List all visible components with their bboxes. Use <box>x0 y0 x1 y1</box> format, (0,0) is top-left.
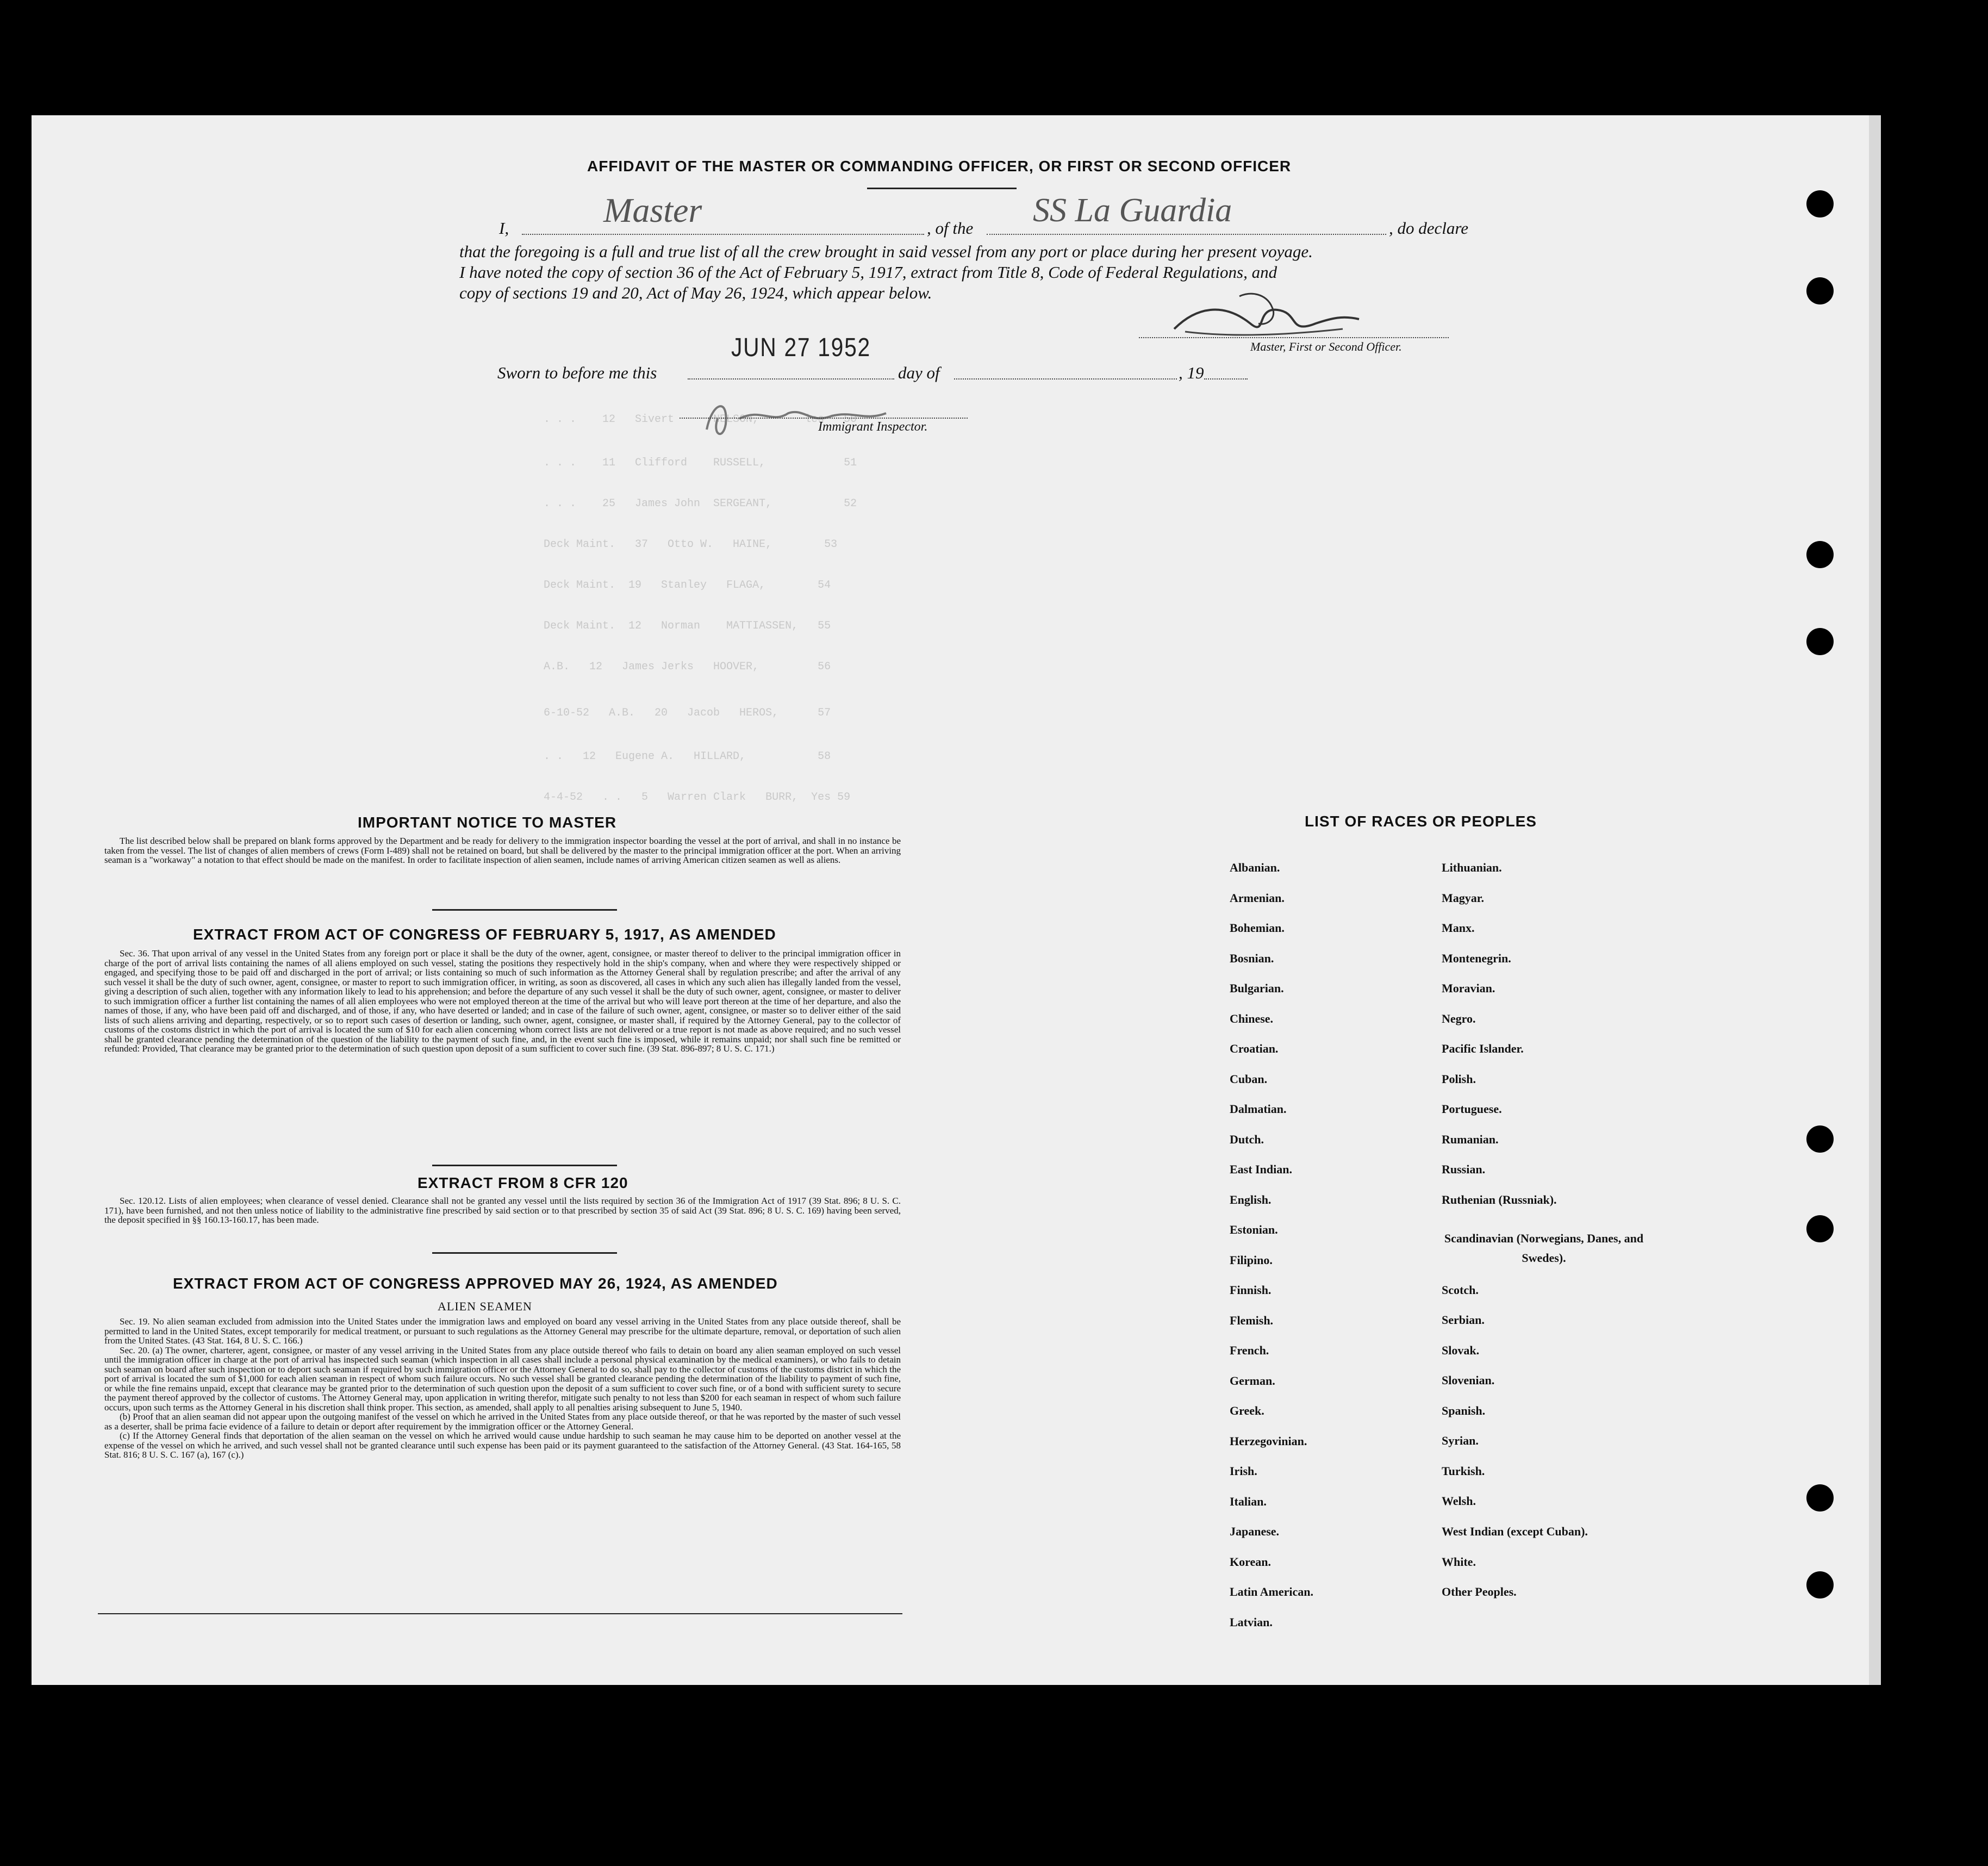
race-item: Albanian. <box>1230 861 1280 874</box>
race-item: Flemish. <box>1230 1313 1274 1327</box>
page-edge <box>1869 115 1881 1685</box>
race-item: Italian. <box>1230 1494 1267 1508</box>
race-item: German. <box>1230 1373 1275 1388</box>
sec20a-text: Sec. 20. (a) The owner, charterer, agent, consignee, or master of any vessel arriving in the United States from any place outside thereof who fails to detain on board any alien seaman employed on such vessel until the immigration officer in charge at the port of arrival has inspected such seaman (which inspection in all cases shall include a personal physical examination by the medical examiners), or who fails to detain such seaman on board after such inspection or to deport such seaman if required by such immigration officer or the Attorney General to do so, shall pay to the collector of customs of the customs district in which the port of arrival is located the sum of $1,000 for each alien seaman in respect of whom such failure occurs. No such vessel shall be granted clearance pending the determination of the liability to payment of such fine, or while the fine remains unpaid, except that clearance may be granted prior to the determination of such question upon the deposit of a sum sufficient to cover such fine, or of a bond with sufficient surety to secure the payment thereof approved by the collector of customs. The Attorney General may, upon application in writing therefor, mitigate such penalty to not less than $200 for each seaman in respect of whom such failure occurs, upon such terms as the Attorney General in his discretion shall think proper. This section, as amended, shall apply to all penalties arising subsequent to June 5, 1940. <box>104 1345 901 1413</box>
race-item: Other Peoples. <box>1442 1585 1517 1598</box>
vessel-handwritten: SS La Guardia <box>1033 192 1232 229</box>
race-item: Irish. <box>1230 1464 1257 1478</box>
race-item: French. <box>1230 1343 1269 1357</box>
race-item: Magyar. <box>1442 891 1485 905</box>
notice-title: IMPORTANT NOTICE TO MASTER <box>358 814 617 831</box>
race-item: Finnish. <box>1230 1283 1272 1297</box>
race-item: Slovak. <box>1442 1343 1480 1357</box>
date-stamp: JUN 27 1952 <box>731 333 871 362</box>
race-item: Filipino. <box>1230 1253 1273 1267</box>
race-item: Korean. <box>1230 1554 1271 1569</box>
day-of-label: day of <box>898 363 940 382</box>
signature-caption: Master, First or Second Officer. <box>1250 340 1402 353</box>
signature-line <box>1139 337 1449 338</box>
race-item: Welsh. <box>1442 1494 1476 1508</box>
race-item: Lithuanian. <box>1442 861 1502 874</box>
sec20c-text: (c) If the Attorney General finds that deportation of the alien seaman on the vessel on which he arrived would cause undue hardship to such seaman he may cause him to be deported on another vessel at the expense of the vessel on which he arrived, and such vessel shall not be granted clearance until such expense has been paid or its payment guaranteed to the satisfaction of the Attorney General. (43 Stat. 164-165, 58 Stat. 816; 8 U. S. C. 167 (a), 167 (c).) <box>104 1430 901 1460</box>
race-item: West Indian (except Cuban). <box>1442 1525 1588 1538</box>
punch-hole <box>1806 1215 1834 1242</box>
notice-body <box>104 836 901 865</box>
punch-hole <box>1806 1125 1834 1153</box>
rule-3 <box>432 1252 617 1254</box>
title-rule <box>867 188 1017 189</box>
year-line <box>1204 378 1248 380</box>
extract-1924-body <box>104 1317 901 1460</box>
affidavit-line-4: copy of sections 19 and 20, Act of May 26, 1924, which appear below. <box>459 283 932 302</box>
extract-1924-subtitle: ALIEN SEAMEN <box>438 1299 532 1313</box>
race-item: Scotch. <box>1442 1283 1479 1297</box>
extract-cfr-text: Sec. 120.12. Lists of alien employees; when clearance of vessel denied. Clearance shall not be granted any vessel until the lists required by section 36 of the Immigration Act of 1917 (39 Stat. 896; 8 U. S. C. 171), have been furnished, and not then unless notice of liability to the administrative fine prescribed by said section or to that prescribed by section 35 of said Act (39 Stat. 896; 8 U. S. C. 169) having been served, the deposit specified in §§ 160.13-160.17, has been made. <box>104 1196 901 1225</box>
sec19-text: Sec. 19. No alien seaman excluded from admission into the United States under the immigration laws and employed on board any vessel arriving in the United States from any place outside thereof, shall be permitted to land in the United States, except temporarily for medical treatment, or pursuant to such regulations as the Attorney General may prescribe for the ultimate departure, removal, or deportation of such alien from the United States. (43 Stat. 164, 8 U. S. C. 166.) <box>104 1316 901 1346</box>
race-item: Portuguese. <box>1442 1102 1502 1116</box>
race-item: Latin American. <box>1230 1585 1313 1598</box>
punch-hole <box>1806 1571 1834 1598</box>
race-item: Estonian. <box>1230 1223 1278 1236</box>
race-item: Chinese. <box>1230 1011 1274 1025</box>
race-item: Croatian. <box>1230 1042 1279 1055</box>
master-field-line <box>522 234 924 235</box>
race-item: Greek. <box>1230 1404 1264 1417</box>
vessel-field-line <box>987 234 1386 235</box>
master-signature <box>1163 285 1370 345</box>
punch-hole <box>1806 277 1834 304</box>
race-item: Latvian. <box>1230 1615 1273 1629</box>
sworn-label: Sworn to before me this <box>497 363 657 382</box>
do-declare-label: , do declare <box>1389 219 1469 238</box>
race-item: Syrian. <box>1442 1434 1479 1447</box>
race-item: Armenian. <box>1230 891 1285 905</box>
rule-2 <box>432 1165 617 1166</box>
punch-hole <box>1806 190 1834 217</box>
race-item: Scandinavian (Norwegians, Danes, and Swedes). <box>1444 1231 1644 1265</box>
extract-1924-title: EXTRACT FROM ACT OF CONGRESS APPROVED MAY 26, 1924, AS AMENDED <box>173 1275 778 1292</box>
race-item: Moravian. <box>1442 981 1495 995</box>
punch-hole <box>1806 628 1834 655</box>
race-item: Herzegovinian. <box>1230 1434 1307 1448</box>
inspector-caption: Immigrant Inspector. <box>818 420 928 434</box>
race-item: Dalmatian. <box>1230 1102 1287 1116</box>
punch-hole <box>1806 1484 1834 1512</box>
sworn-day-line <box>688 378 894 380</box>
race-item: Montenegrin. <box>1442 951 1511 965</box>
race-item: Bulgarian. <box>1230 981 1284 995</box>
race-item: Rumanian. <box>1442 1133 1499 1146</box>
race-item: Pacific Islander. <box>1442 1042 1524 1055</box>
extract-1917-title: EXTRACT FROM ACT OF CONGRESS OF FEBRUARY 5, 1917, AS AMENDED <box>193 926 776 943</box>
races-title: LIST OF RACES OR PEOPLES <box>1305 813 1537 830</box>
month-line <box>954 378 1177 380</box>
of-the-label: , of the <box>927 219 974 238</box>
race-item: White. <box>1442 1555 1476 1569</box>
notice-text: The list described below shall be prepared on blank forms approved by the Department and be ready for delivery to the immigration inspector boarding the vessel at the port of arrival, and shall in no instance be taken from the vessel. The list of changes of alien members of crews (Form I-489) shall not be retained on board, but shall be delivered by the master to the principal immigration officer at the port. When an arriving seaman is a "workaway" a notation to that effect should be made on the manifest. In order to facilitate inspection of alien seamen, include names of arriving American citizen seamen as well as aliens. <box>104 836 901 865</box>
rule-1 <box>432 909 617 911</box>
race-item: Dutch. <box>1230 1132 1264 1146</box>
affidavit-line-2: that the foregoing is a full and true list of all the crew brought in said vessel from any port or place during her present voyage. <box>459 242 1313 261</box>
sec20b-text: (b) Proof that an alien seaman did not appear upon the outgoing manifest of the vessel on which he arrived in the United States from any place outside thereof, or that he was reported by the master of such vessel as a deserter, shall be prima facie evidence of a failure to detain or deport after requirement by the immigration officer or the Attorney General. <box>104 1411 901 1432</box>
inspector-line <box>680 418 968 419</box>
race-item: Japanese. <box>1230 1525 1280 1538</box>
affidavit-title: AFFIDAVIT OF THE MASTER OR COMMANDING OFFICER, OR FIRST OR SECOND OFFICER <box>587 158 1292 175</box>
race-item: English. <box>1230 1192 1272 1206</box>
i-label: I, <box>499 219 509 238</box>
inspector-signature <box>696 391 924 446</box>
race-item: Manx. <box>1442 921 1475 935</box>
punch-hole <box>1806 541 1834 568</box>
race-item: Negro. <box>1442 1012 1476 1025</box>
race-item: Slovenian. <box>1442 1373 1495 1387</box>
race-item: East Indian. <box>1230 1162 1292 1176</box>
affidavit-line-3: I have noted the copy of section 36 of the Act of February 5, 1917, extract from Title 8, Code of Federal Regulations, and <box>459 263 1277 282</box>
extract-cfr-body <box>104 1196 901 1225</box>
race-item: Bosnian. <box>1230 951 1274 965</box>
bottom-rule <box>98 1613 902 1614</box>
extract-cfr-title: EXTRACT FROM 8 CFR 120 <box>417 1174 628 1191</box>
race-item: Russian. <box>1442 1162 1486 1176</box>
race-item: Cuban. <box>1230 1072 1268 1086</box>
extract-1917-body <box>104 949 901 1054</box>
race-item: Bohemian. <box>1230 921 1285 935</box>
race-item: Polish. <box>1442 1072 1476 1086</box>
master-handwritten: Master <box>603 191 702 229</box>
race-item: Serbian. <box>1442 1313 1485 1327</box>
race-item: Spanish. <box>1442 1404 1486 1417</box>
race-item: Ruthenian (Russniak). <box>1442 1193 1557 1206</box>
extract-1917-text: Sec. 36. That upon arrival of any vessel in the United States from any foreign port or place it shall be the duty of the owner, agent, consignee, or master thereof to deliver to the principal immigration officer in charge of the port of arrival lists containing the names of all aliens employed on such vessel, stating the positions they respectively hold in the ship's company, when and where they were respectively shipped or engaged, and specifying those to be paid off and discharged in the port of arrival; or lists containing so much of such information as the Attorney General shall by regulation prescribe; and after the arrival of any such vessel it shall be the duty of such owner, agent, consignee, or master to report to such immigration officer, in writing, as soon as discovered, all cases in which any such alien has illegally landed from the vessel, giving a description of such alien, together with any information likely to lead to his apprehension; and before the departure of any such vessel it shall be the duty of such owner, agent, consignee, or master to deliver to such immigration officer a further list containing the names of all alien employees who were not employed thereon at the time of the arrival but who will leave port thereon at the time of her departure, and also the names of those, if any, who have been paid off and discharged, and of those, if any, who have deserted or landed; and in case of the failure of such owner, agent, consignee, or master so to deliver either of the said lists of such aliens arriving and departing, respectively, or so to report such cases of desertion or landing, such owner, agent, consignee, or master shall, if required by the Attorney General, pay to the collector of customs of the costoms district in which the port of arrival is located the sum of $10 for each alien concerning whom correct lists are not delivered or a true report is not made as above required; and no such vessel shall be granted clearance pending the determination of the question of the liability to the payment of such fine, and, in the event such fine is imposed, while it remains unpaid; nor shall such fine be remitted or refunded: Provided, That clearance may be granted prior to the determination of such question upon deposit of a sum sufficient to cover such fine. (39 Stat. 896-897; 8 U. S. C. 171.) <box>104 948 901 1054</box>
year-label: , 19 <box>1179 363 1204 382</box>
race-item: Turkish. <box>1442 1464 1485 1478</box>
